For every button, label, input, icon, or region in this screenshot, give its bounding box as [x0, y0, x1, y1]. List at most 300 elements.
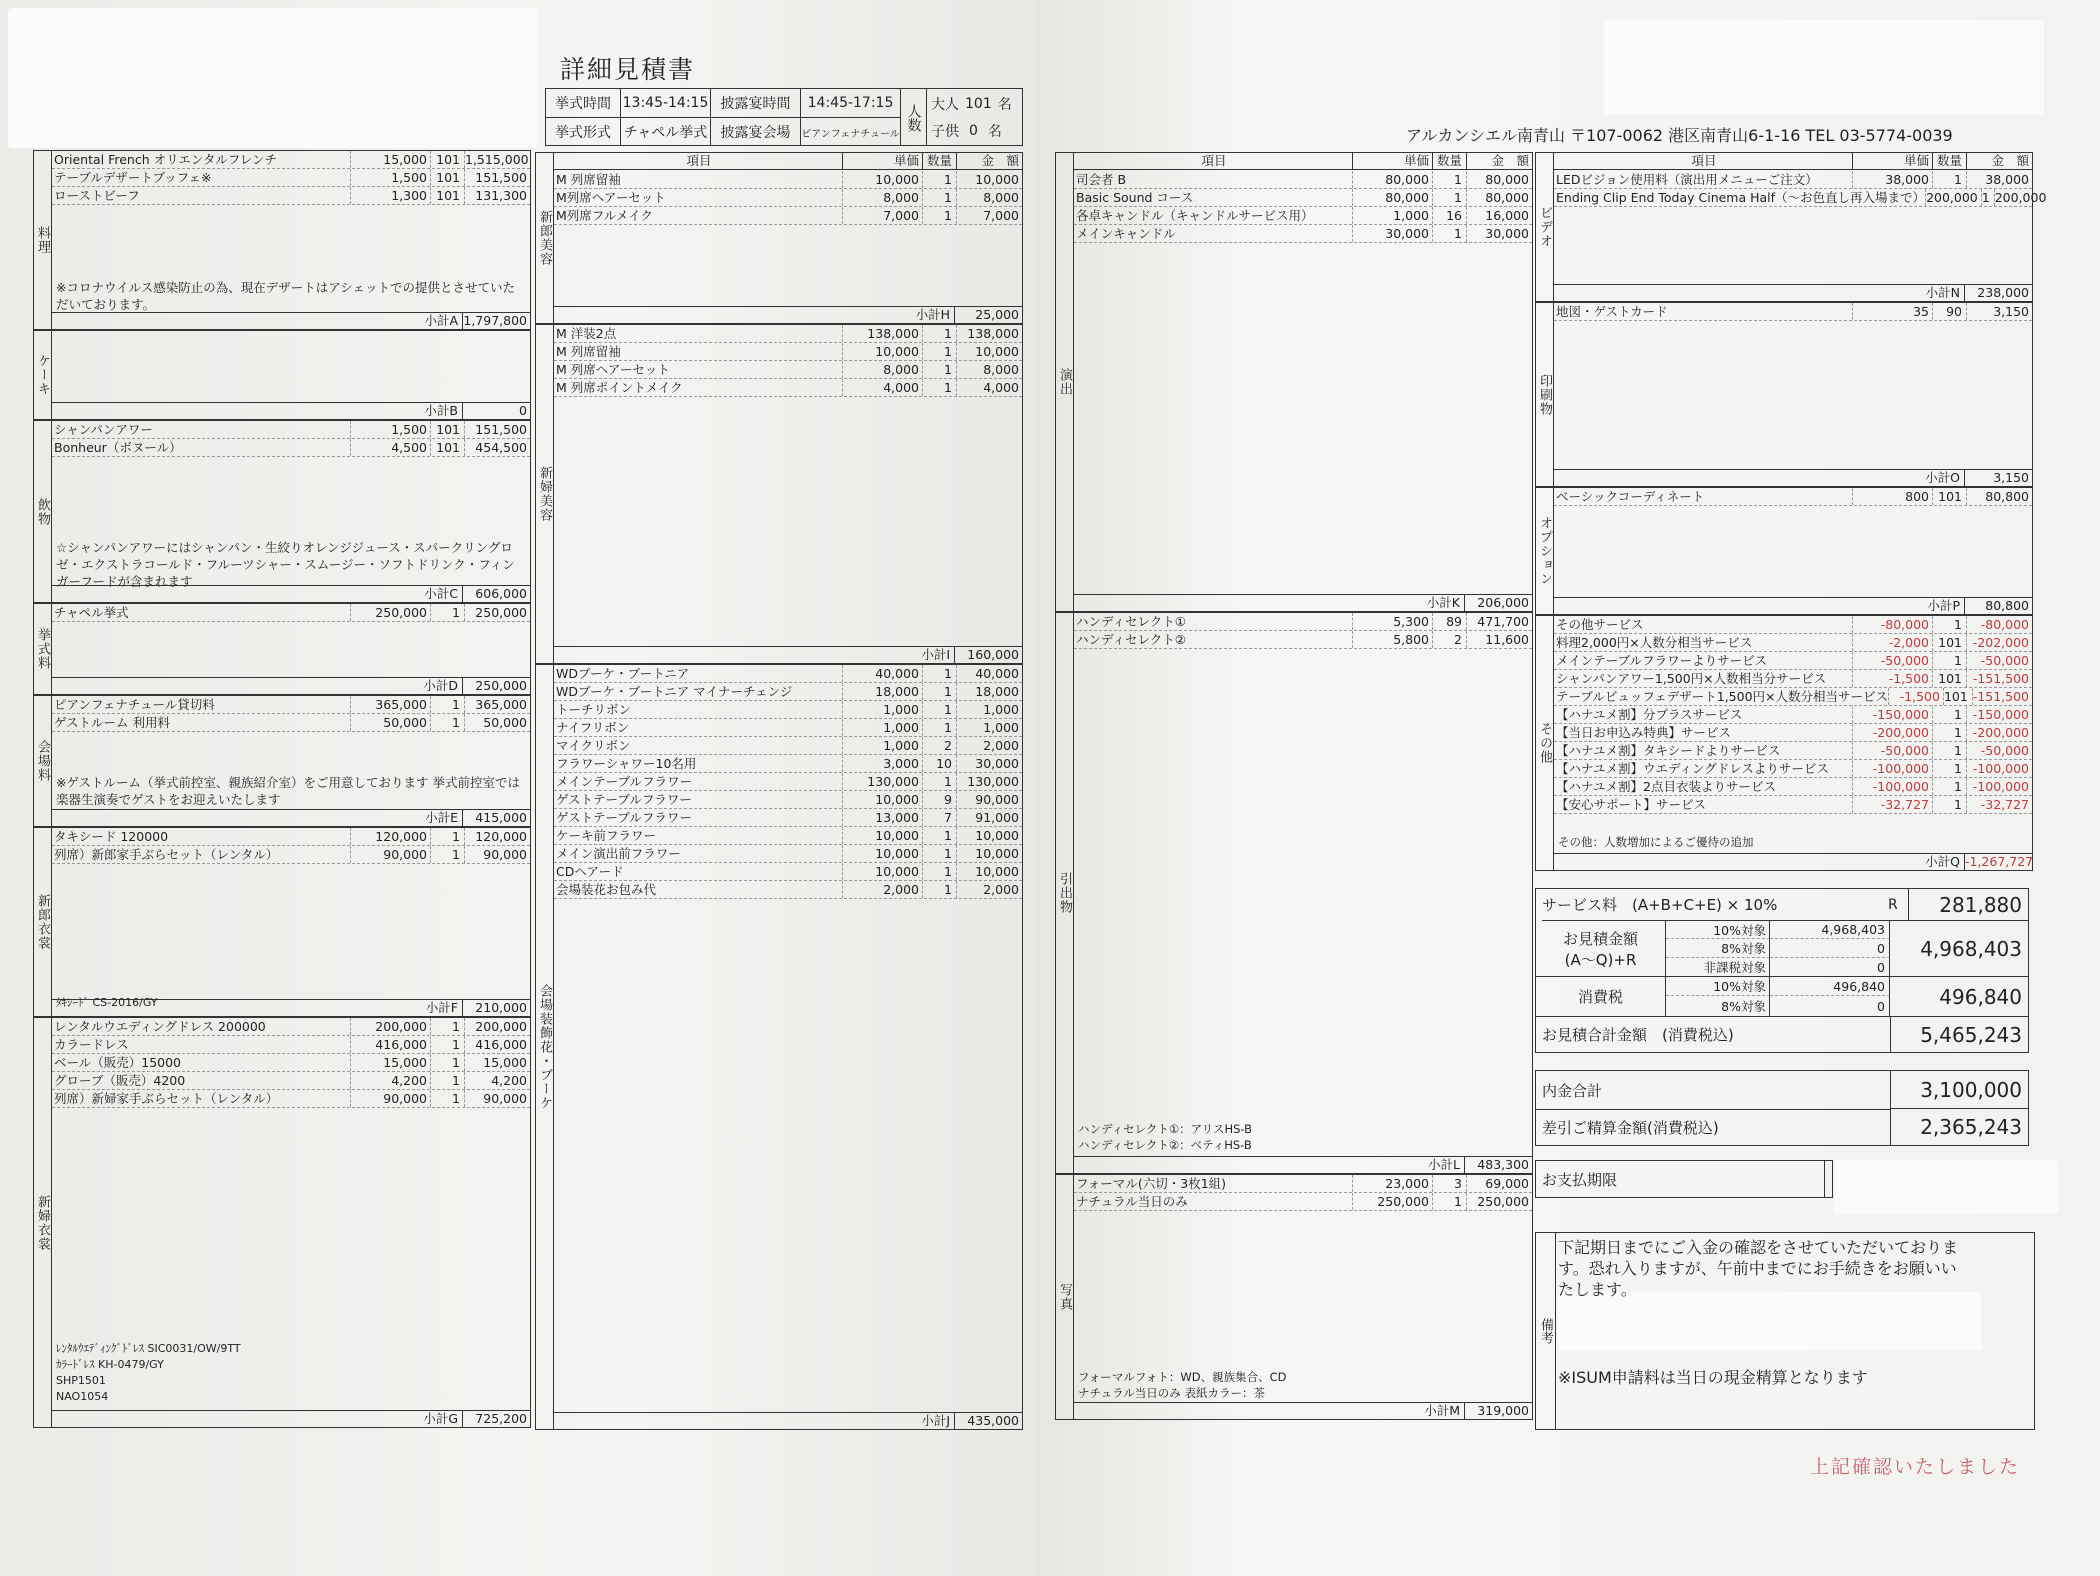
- nontax-value: 0: [1770, 958, 1890, 977]
- quantity: 1: [1432, 1193, 1466, 1210]
- unit-price: 10,000: [842, 791, 922, 808]
- item-name: カラードレス: [54, 1037, 129, 1052]
- estimate-total: 4,968,403: [1890, 921, 2028, 977]
- line-item: [52, 604, 530, 622]
- subtotal-value: 250,000: [462, 678, 530, 694]
- subtotal-label: 小計P: [1927, 598, 1960, 613]
- line-item: [1554, 742, 2032, 760]
- unit-price: 3,000: [842, 755, 922, 772]
- unit-price: -200,000: [1852, 724, 1932, 741]
- groom-attire-section: [33, 827, 531, 1017]
- unit-price: 50,000: [350, 714, 430, 731]
- groom-attire-rows: [52, 828, 530, 864]
- line-item: [554, 863, 1022, 881]
- unit-price: 4,500: [350, 439, 430, 456]
- unit-price: 23,000: [1352, 1175, 1432, 1192]
- amount: 80,800: [1966, 488, 2032, 505]
- unit-price: -150,000: [1852, 706, 1932, 723]
- quantity: 1: [430, 1090, 464, 1107]
- grand-total-label: お見積合計金額 (消費税込): [1542, 1026, 1734, 1044]
- other-note: その他：人数増加によるご優待の追加: [1558, 835, 1754, 849]
- subtotal-label: 小計G: [423, 1411, 458, 1426]
- amount: -100,000: [1966, 778, 2032, 795]
- item-name: M列席フルメイク: [556, 208, 653, 223]
- quantity: 1: [430, 604, 464, 621]
- subtotal-label: 小計L: [1428, 1157, 1460, 1172]
- amount: 10,000: [956, 845, 1022, 862]
- ctax8-value: 0: [1770, 996, 1890, 1017]
- ctax10-value: 496,840: [1770, 977, 1890, 996]
- gifts-rows: [1074, 613, 1532, 649]
- quantity: 1: [1932, 778, 1966, 795]
- redacted-area: [1834, 1160, 2058, 1214]
- line-item: [554, 773, 1022, 791]
- line-item: [1074, 631, 1532, 649]
- photo-section: [1055, 1174, 1533, 1420]
- unit-price: 10,000: [842, 343, 922, 360]
- quantity: 1: [922, 325, 956, 342]
- item-name: 【ハナユメ割】分プラスサービス: [1556, 707, 1743, 722]
- unit-price: -2,000: [1852, 634, 1932, 651]
- bride-note: SHP1501: [56, 1374, 106, 1387]
- option-section: [1535, 487, 2033, 615]
- amount: 90,000: [956, 791, 1022, 808]
- amount: 30,000: [956, 755, 1022, 772]
- video-section: [1535, 152, 2047, 302]
- quantity: 1: [430, 1054, 464, 1071]
- amount: 120,000: [464, 828, 530, 845]
- col-header-item: 項目: [1691, 153, 1717, 168]
- amount: -151,500: [1966, 670, 2032, 687]
- ctax10-label: 10%対象: [1666, 977, 1770, 996]
- col-header: [1074, 153, 1532, 170]
- unit-price: 10,000: [842, 863, 922, 880]
- quantity: 1: [430, 846, 464, 863]
- quantity: 16: [1432, 207, 1466, 224]
- section-label: 飲物: [34, 421, 52, 602]
- amount: 151,500: [464, 421, 530, 438]
- venue-fee-section: [33, 695, 531, 827]
- subtotal-label: 小計K: [1426, 595, 1460, 610]
- item-name: M 洋装2点: [556, 326, 617, 341]
- quantity: 1: [1932, 760, 1966, 777]
- amount: 8,000: [956, 361, 1022, 378]
- children-count: [931, 120, 1021, 142]
- line-item: [554, 809, 1022, 827]
- ceremony-type: チャペル挙式: [621, 118, 711, 146]
- redacted-area: [1604, 20, 2044, 115]
- subtotal-label: 小計A: [424, 313, 458, 328]
- performance-rows: [1074, 171, 1532, 243]
- section-label: 新婦衣裳: [34, 1018, 52, 1427]
- item-name: 料理2,000円×人数分相当サービス: [1556, 635, 1753, 650]
- section-label: 料理: [34, 151, 52, 329]
- line-item: [554, 665, 1022, 683]
- amount: 416,000: [464, 1036, 530, 1053]
- subtotal-value: 725,200: [462, 1411, 530, 1427]
- subtotal-label: 小計N: [1925, 285, 1960, 300]
- bride-notes: [56, 1341, 526, 1405]
- section-label: 新郎衣裳: [34, 828, 52, 1016]
- amount: -50,000: [1966, 652, 2032, 669]
- quantity: 1: [1432, 189, 1466, 206]
- line-item: [1554, 760, 2032, 778]
- tax8-label: 8%対象: [1666, 939, 1770, 958]
- amount: -80,000: [1966, 616, 2032, 633]
- unit-price: 1,300: [350, 187, 430, 204]
- unit-price: -50,000: [1852, 742, 1932, 759]
- item-name: ハンディセレクト②: [1076, 632, 1186, 647]
- tax8-value: 0: [1770, 939, 1890, 958]
- line-item: [554, 325, 1022, 343]
- amount: 3,150: [1966, 303, 2032, 320]
- section-label: 新郎美容: [536, 153, 554, 323]
- amount: 10,000: [956, 343, 1022, 360]
- subtotal: [1074, 594, 1532, 611]
- quantity: 9: [922, 791, 956, 808]
- amount: 1,000: [956, 719, 1022, 736]
- unit-price: 15,000: [350, 151, 430, 168]
- item-name: フラワーシャワー10名用: [556, 756, 697, 771]
- amount: 250,000: [1466, 1193, 1532, 1210]
- other-section: [1535, 615, 2033, 871]
- subtotal-value: 319,000: [1464, 1403, 1532, 1419]
- item-name: ゲストルーム 利用料: [54, 715, 170, 730]
- unit-price: -1,500: [1888, 688, 1943, 705]
- item-name: M 列席ポイントメイク: [556, 380, 683, 395]
- item-name: WDブーケ・ブートニア マイナーチェンジ: [556, 684, 793, 699]
- unit-price: 8,000: [842, 189, 922, 206]
- estimate-label-cell: [1536, 921, 1666, 977]
- item-name: 【ハナユメ割】2点目衣装よりサービス: [1556, 779, 1776, 794]
- subtotal-value: 415,000: [462, 810, 530, 826]
- amount: 200,000: [1994, 189, 2050, 206]
- guests-label: 人数: [901, 89, 927, 146]
- item-name: その他サービス: [1556, 617, 1644, 632]
- subtotal-value: 0: [462, 403, 530, 419]
- remarks-text: 下記期日までにご入金の確認をさせていただいております。恐れ入りますが、午前中までにお手続きをお願いいたします。: [1558, 1238, 1959, 1299]
- quantity: 1: [922, 845, 956, 862]
- subtotal-label: 小計E: [425, 810, 458, 825]
- amount: 18,000: [956, 683, 1022, 700]
- subtotal-value: 25,000: [954, 307, 1022, 323]
- item-name: 【ハナユメ割】タキシードよりサービス: [1556, 743, 1781, 758]
- line-item: [52, 169, 530, 187]
- quantity: 1: [430, 1072, 464, 1089]
- gifts-notes: [1078, 1121, 1528, 1153]
- col-header-unit: 単価: [1852, 153, 1932, 169]
- estimate-label: お見積金額: [1562, 929, 1638, 948]
- ctax8-label: 8%対象: [1666, 996, 1770, 1017]
- item-name: CDヘアード: [556, 864, 624, 879]
- other-rows: [1554, 616, 2032, 814]
- tax-total: 496,840: [1890, 977, 2028, 1017]
- unit: 名: [997, 97, 1012, 113]
- page-title: 詳細見積書: [560, 55, 696, 84]
- item-name: M 列席ヘアーセット: [556, 362, 670, 377]
- item-name: メインテーブルフラワー: [556, 774, 693, 789]
- remarks-box: [1535, 1232, 2035, 1430]
- unit-price: 38,000: [1852, 171, 1932, 188]
- col-header-item: 項目: [686, 153, 712, 168]
- subtotal: [554, 646, 1022, 663]
- item-name: マイクリボン: [556, 738, 631, 753]
- amount: 1,000: [956, 701, 1022, 718]
- item-name: 各卓キャンドル（キャンドルサービス用）: [1076, 208, 1314, 223]
- item-name: 【安心サポート】サービス: [1556, 797, 1707, 812]
- quantity: 1: [922, 701, 956, 718]
- unit-price: 10,000: [842, 827, 922, 844]
- subtotal-value: -1,267,727: [1965, 854, 2034, 869]
- quantity: 1: [1932, 742, 1966, 759]
- service-symbol: R: [1888, 897, 1898, 913]
- item-name: 地図・ゲストカード: [1556, 304, 1668, 319]
- line-item: [1554, 724, 2032, 742]
- item-name: ハンディセレクト①: [1076, 614, 1186, 629]
- food-note: ※コロナウイルス感染防止の為、現在デザートはアシェットでの提供とさせていただいております。: [56, 280, 515, 312]
- quantity: 1: [430, 1018, 464, 1035]
- unit-price: -80,000: [1852, 616, 1932, 633]
- quantity: 2: [1432, 631, 1466, 648]
- amount: 38,000: [1966, 171, 2032, 188]
- subtotal-label: 小計Q: [1925, 854, 1960, 869]
- unit-price: 130,000: [842, 773, 922, 790]
- tax10-value: 4,968,403: [1770, 921, 1890, 939]
- due-table: [1535, 1160, 1833, 1198]
- item-name: 列席）新婦家手ぶらセット（レンタル）: [54, 1091, 279, 1106]
- subtotal-label: 小計H: [915, 307, 950, 322]
- adults-label: 大人: [931, 97, 959, 113]
- quantity: 101: [430, 421, 464, 438]
- subtotal-label: 小計F: [425, 1000, 458, 1015]
- amount: -150,000: [1966, 706, 2032, 723]
- item-name: メインキャンドル: [1076, 226, 1176, 241]
- bride-attire-section: [33, 1017, 531, 1428]
- item-name: グローブ（販売）4200: [54, 1073, 186, 1088]
- unit-price: 250,000: [350, 604, 430, 621]
- line-item: [1554, 303, 2032, 321]
- line-item: [52, 696, 530, 714]
- unit-price: -100,000: [1852, 760, 1932, 777]
- amount: 90,000: [464, 1090, 530, 1107]
- amount: -151,500: [1972, 688, 2032, 705]
- item-name: ベーシックコーディネート: [1556, 489, 1705, 504]
- amount: 1,515,000: [465, 152, 529, 167]
- item-name: Oriental French オリエンタルフレンチ: [54, 152, 278, 167]
- unit-price: 800: [1852, 488, 1932, 505]
- item-name: M列席ヘアーセット: [556, 190, 666, 205]
- item-name: フォーマル(六切・3枚1組): [1076, 1176, 1227, 1191]
- unit-price: -50,000: [1852, 652, 1932, 669]
- quantity: 101: [430, 151, 464, 168]
- reception-time-label: 披露宴時間: [711, 89, 801, 118]
- item-name: レンタルウエディングドレス 200000: [54, 1019, 266, 1034]
- amount: 10,000: [956, 171, 1022, 188]
- option-rows: [1554, 488, 2032, 506]
- item-name: 【当日お申込み特典】サービス: [1556, 725, 1732, 740]
- line-item: [52, 828, 530, 846]
- subtotal: [52, 677, 530, 694]
- subtotal-label: 小計J: [921, 1413, 950, 1428]
- remarks-label: 備考: [1536, 1233, 1556, 1429]
- line-item: [554, 827, 1022, 845]
- unit-price: 8,000: [842, 361, 922, 378]
- amount: 2,000: [956, 737, 1022, 754]
- unit-price: 1,500: [350, 169, 430, 186]
- section-label: ケーキ: [34, 331, 52, 419]
- bride-note: ｶﾗｰﾄﾞﾚｽ KH-0479/GY: [56, 1358, 164, 1371]
- line-item: [1554, 171, 2032, 189]
- quantity: 1: [1932, 724, 1966, 741]
- amount: 91,000: [956, 809, 1022, 826]
- line-item: [554, 361, 1022, 379]
- line-item: [52, 151, 530, 169]
- venue-label: 披露宴会場: [711, 118, 801, 146]
- quantity: 10: [922, 755, 956, 772]
- amount: 69,000: [1466, 1175, 1532, 1192]
- quantity: 1: [922, 827, 956, 844]
- amount: -200,000: [1966, 724, 2032, 741]
- confirmation-stamp: 上記確認いたしました: [1810, 1456, 2021, 1478]
- children-label: 子供: [931, 124, 959, 140]
- line-item: [52, 714, 530, 732]
- amount: 90,000: [464, 846, 530, 863]
- item-name: タキシード 120000: [54, 829, 169, 844]
- print-rows: [1554, 303, 2032, 321]
- line-item: [1554, 652, 2032, 670]
- item-name: シャンパンアワー1,500円×人数相当分サービス: [1556, 671, 1827, 686]
- unit-price: 250,000: [1352, 1193, 1432, 1210]
- quantity: 2: [922, 737, 956, 754]
- quantity: 1: [1932, 616, 1966, 633]
- quantity: 101: [430, 187, 464, 204]
- quantity: 90: [1932, 303, 1966, 320]
- performance-section: [1055, 152, 1533, 612]
- drink-note: ☆シャンパンアワーにはシャンパン・生絞りオレンジジュース・スパークリングロゼ・エクストラコールド・フルーツシャー・スムージー・ソフトドリンク・フィンガーフードが含まれます: [56, 540, 515, 589]
- gift-note: ハンディセレクト①：アリスHS-B: [1078, 1122, 1253, 1136]
- amount: 471,700: [1466, 613, 1532, 630]
- amount: 4,000: [956, 379, 1022, 396]
- item-name: 列席）新郎家手ぶらセット（レンタル）: [54, 847, 279, 862]
- quantity: 1: [922, 881, 956, 898]
- quantity: 101: [430, 169, 464, 186]
- photo-rows: [1074, 1175, 1532, 1211]
- item-name: 【ハナユメ割】ウエディングドレスよりサービス: [1556, 761, 1829, 776]
- section-label: 引出物: [1056, 613, 1074, 1173]
- line-item: [52, 1036, 530, 1054]
- col-header: [1554, 153, 2032, 170]
- quantity: 89: [1432, 613, 1466, 630]
- unit-price: 138,000: [842, 325, 922, 342]
- amount: 2,000: [956, 881, 1022, 898]
- item-name: Bonheur（ボヌール）: [54, 440, 182, 455]
- flowers-section: [535, 664, 1023, 1430]
- item-name: テーブルビュッフェデザート1,500円×人数分相当サービス: [1556, 689, 1889, 704]
- line-item: [1554, 488, 2032, 506]
- subtotal: [52, 585, 530, 602]
- line-item: [1074, 189, 1532, 207]
- unit-price: 1,000: [1352, 207, 1432, 224]
- unit-price: 15,000: [350, 1054, 430, 1071]
- amount: 16,000: [1466, 207, 1532, 224]
- unit-price: 1,000: [842, 737, 922, 754]
- item-name: WDブーケ・ブートニア: [556, 666, 690, 681]
- subtotal-value: 238,000: [1964, 285, 2032, 301]
- item-name: チャペル挙式: [54, 605, 129, 620]
- amount: 130,000: [956, 773, 1022, 790]
- unit-price: 4,000: [842, 379, 922, 396]
- item-name: ケーキ前フラワー: [556, 828, 657, 843]
- amount: 8,000: [956, 189, 1022, 206]
- subtotal-value: 80,800: [1964, 598, 2032, 614]
- photo-notes: [1078, 1369, 1528, 1401]
- amount: -50,000: [1966, 742, 2032, 759]
- quantity: 101: [1943, 688, 1972, 705]
- bride-note: NAO1054: [56, 1390, 109, 1403]
- venue-note: ※ゲストルーム（挙式前控室、親族紹介室）をご用意しております 挙式前控室では楽器生演奏でゲストをお迎えいたします: [56, 775, 520, 807]
- unit-price: -32,727: [1852, 796, 1932, 813]
- item-name: ナイフリボン: [556, 720, 630, 735]
- unit-price: -100,000: [1852, 778, 1932, 795]
- gift-note: ハンディセレクト②：ベティHS-B: [1078, 1138, 1252, 1152]
- food-section: [33, 150, 531, 330]
- amount: 50,000: [464, 714, 530, 731]
- line-item: [1074, 171, 1532, 189]
- deposit-value: 3,100,000: [1890, 1071, 2028, 1109]
- unit-price: 13,000: [842, 809, 922, 826]
- line-item: [52, 846, 530, 864]
- quantity: 1: [922, 683, 956, 700]
- adults-value: 101: [965, 96, 992, 112]
- subtotal: [52, 999, 530, 1016]
- estimate-formula: (A～Q)+R: [1564, 950, 1637, 969]
- unit-price: 365,000: [350, 696, 430, 713]
- col-header-amount: 金 額: [1466, 153, 1532, 169]
- service-label: サービス料 (A+B+C+E) × 10%: [1542, 889, 1912, 921]
- quantity: 3: [1432, 1175, 1466, 1192]
- isum-note: ※ISUM申請料は当日の現金精算となります: [1558, 1368, 1868, 1387]
- subtotal-label: 小計B: [424, 403, 458, 418]
- item-name: テーブルデザートブッフェ※: [54, 170, 212, 185]
- subtotal-label: 小計D: [423, 678, 458, 693]
- quantity: 1: [430, 1036, 464, 1053]
- tax10-label: 10%対象: [1666, 921, 1770, 939]
- col-header-unit: 単価: [1352, 153, 1432, 169]
- subtotal: [1554, 284, 2032, 301]
- bride-note: ﾚﾝﾀﾙｳｴﾃﾞｨﾝｸﾞﾄﾞﾚｽ SIC0031/OW/9TT: [56, 1342, 241, 1355]
- col-header-amount: 金 額: [956, 153, 1022, 169]
- line-item: [52, 1054, 530, 1072]
- subtotal: [554, 306, 1022, 323]
- quantity: 1: [922, 343, 956, 360]
- due-label: お支払期限: [1542, 1170, 1618, 1189]
- item-name: Basic Sound コース: [1076, 190, 1194, 205]
- subtotal: [1074, 1156, 1532, 1173]
- unit-price: 90,000: [350, 846, 430, 863]
- subtotal: [1554, 597, 2032, 614]
- col-header-qty: 数量: [1932, 153, 1966, 169]
- deposit-label: 内金合計: [1542, 1081, 1603, 1100]
- unit-price: 35: [1852, 303, 1932, 320]
- unit-price: 80,000: [1352, 171, 1432, 188]
- unit-price: 18,000: [842, 683, 922, 700]
- subtotal-value: 606,000: [462, 586, 530, 602]
- quantity: 1: [430, 696, 464, 713]
- amount: 250,000: [464, 604, 530, 621]
- unit-price: 2,000: [842, 881, 922, 898]
- line-item: [1554, 670, 2032, 688]
- line-item: [1074, 225, 1532, 243]
